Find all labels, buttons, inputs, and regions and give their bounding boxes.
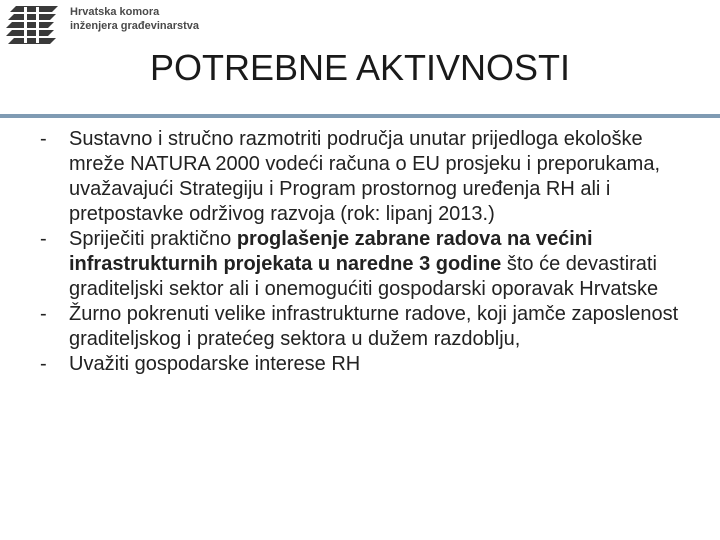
item-text-post: što će devastirati graditeljski sektor ali i onemogućiti gospodarski oporavak Hrvatske <box>69 253 659 300</box>
chamber-logo-icon <box>6 4 60 46</box>
list-item <box>40 227 690 302</box>
list-item <box>40 302 690 352</box>
activities-list <box>40 127 690 377</box>
item-text: Sustavno i stručno razmotriti područja unutar prijedloga ekološke mreže NATURA 2000 vodeći računa o EU prosjeku i preporukama, uvažavajući Strategiju i Program prostornog uređenja RH ali i pretpostavke održivog razvoja (rok: lipanj 2013.) <box>69 128 661 225</box>
item-text-bold: proglašenje zabrane radova na većini infrastrukturnih projekata u naredne 3 godine <box>69 228 593 275</box>
logo <box>6 4 199 46</box>
logo-line-2: inženjera građevinarstva <box>70 20 200 32</box>
logo-line-1: Hrvatska komora <box>70 6 160 18</box>
list-item <box>40 127 690 227</box>
title-divider <box>0 114 720 118</box>
item-text: Uvažiti gospodarske interese RH <box>69 353 361 375</box>
item-text: Žurno pokrenuti velike infrastrukturne radove, koji jamče zaposlenost graditeljskog i pratećeg sektora u dužem razdoblju, <box>69 303 679 350</box>
bullet-dash: - <box>40 128 47 150</box>
logo-text <box>70 5 199 33</box>
bullet-dash: - <box>40 228 47 250</box>
page-title: POTREBNE AKTIVNOSTI <box>149 47 571 88</box>
bullet-dash: - <box>40 303 47 325</box>
item-text-pre: Spriječiti praktično <box>69 228 237 250</box>
bullet-dash: - <box>40 353 47 375</box>
list-item <box>40 352 690 377</box>
